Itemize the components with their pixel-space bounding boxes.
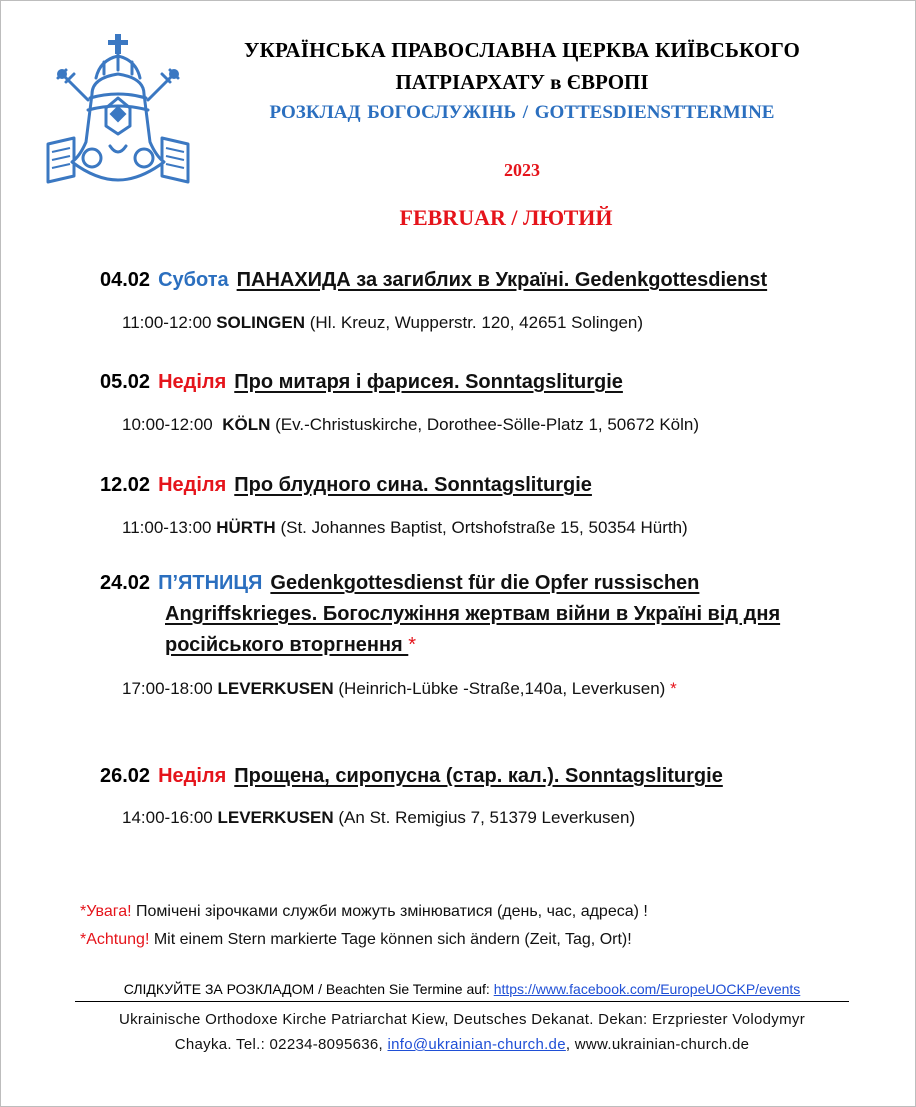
event-city: SOLINGEN xyxy=(216,313,306,332)
event-date: 26.02 xyxy=(100,765,151,787)
event-title-row xyxy=(100,265,767,296)
warning-note-ua xyxy=(80,903,648,921)
facebook-events-link[interactable]: https://www.facebook.com/EuropeUOCKP/events xyxy=(493,981,801,997)
follow-schedule-line xyxy=(75,981,849,1002)
event-time: 10:00-12:00 xyxy=(122,415,213,434)
page-title-line1: УКРАЇНСЬКА ПРАВОСЛАВНА ЦЕРКВА КИЇВСЬКОГО xyxy=(243,38,801,62)
event-city: KÖLN xyxy=(222,415,271,434)
warning-prefix: *Achtung! xyxy=(80,931,150,948)
event-city: LEVERKUSEN xyxy=(217,679,334,698)
event-title-row xyxy=(100,367,623,398)
event-weekday: Неділя xyxy=(158,371,227,393)
footer-contact xyxy=(75,1007,849,1057)
event-weekday: П’ЯТНИЦЯ xyxy=(158,572,263,594)
event-time: 17:00-18:00 xyxy=(122,679,213,698)
event-weekday: Неділя xyxy=(158,474,227,496)
event-date: 24.02 xyxy=(100,572,151,594)
page-title-line2: ПАТРІАРХАТУ в ЄВРОПІ xyxy=(395,70,649,94)
warning-prefix: *Увага! xyxy=(80,903,132,920)
event-title-line1: Gedenkgottesdienst für die Opfer russischen xyxy=(270,572,700,594)
event-date: 05.02 xyxy=(100,371,151,393)
follow-text: СЛІДКУЙТЕ ЗА РОЗКЛАДОМ / Beachten Sie Termine auf: xyxy=(123,981,494,997)
event-details xyxy=(122,679,677,699)
event-weekday: Субота xyxy=(158,269,229,291)
schedule-year: 2023 xyxy=(504,160,540,180)
change-asterisk: * xyxy=(408,634,417,656)
event-title: Про митаря і фарисея. Sonntagsliturgie xyxy=(234,371,623,393)
event-address: (Heinrich-Lübke -Straße,140a, Leverkusen) xyxy=(333,679,666,698)
change-asterisk: * xyxy=(670,679,677,698)
schedule-month: FEBRUAR / ЛЮТИЙ xyxy=(399,205,613,230)
event-details xyxy=(122,415,699,435)
event-time: 11:00-13:00 xyxy=(122,518,212,537)
event-city: HÜRTH xyxy=(216,518,276,537)
event-title: Про блудного сина. Sonntagsliturgie xyxy=(234,474,592,496)
event-time: 11:00-12:00 xyxy=(122,313,212,332)
event-title-line3: російського вторгнення xyxy=(165,634,409,656)
warning-text: Mit einem Stern markierte Tage können sich ändern (Zeit, Tag, Ort)! xyxy=(149,931,632,948)
contact-prefix: Chayka. Tel.: 02234-8095636, xyxy=(174,1036,388,1053)
event-date: 04.02 xyxy=(100,269,151,291)
event-title: ПАНАХИДА за загиблих в Україні. Gedenkgottesdienst xyxy=(236,269,768,291)
event-address: (Ev.-Christuskirche, Dorothee-Sölle-Platz 1, 50672 Köln) xyxy=(275,415,700,434)
schedule-subtitle: РОЗКЛАД БОГОСЛУЖІНЬ / GOTTESDIENSTTERMINE xyxy=(269,102,775,123)
event-address: (An St. Remigius 7, 51379 Leverkusen) xyxy=(333,808,636,827)
website-separator: , xyxy=(565,1036,575,1053)
warning-text: Помічені зірочками служби можуть змінюватися (день, час, адреса) ! xyxy=(131,903,648,920)
church-emblem-logo xyxy=(44,34,192,184)
website-text: www.ukrainian-church.de xyxy=(574,1036,750,1053)
event-title-row xyxy=(100,470,592,501)
event-title-row xyxy=(100,568,840,661)
event-title-row xyxy=(100,761,723,792)
event-title: Прощена, сиропусна (стар. кал.). Sonntagsliturgie xyxy=(234,765,723,787)
event-details xyxy=(122,808,635,828)
event-weekday: Неділя xyxy=(158,765,227,787)
event-address: (Hl. Kreuz, Wupperstr. 120, 42651 Solingen) xyxy=(309,313,644,332)
event-address: (St. Johannes Baptist, Ortshofstraße 15, 50354 Hürth) xyxy=(280,518,688,537)
event-date: 12.02 xyxy=(100,474,151,496)
event-time: 14:00-16:00 xyxy=(122,808,213,827)
event-city: LEVERKUSEN xyxy=(217,808,334,827)
event-details xyxy=(122,313,643,333)
email-link[interactable]: info@ukrainian-church.de xyxy=(387,1036,566,1053)
org-line: Ukrainische Orthodoxe Kirche Patriarchat Kiew, Deutsches Dekanat. Dekan: Erzpriester Volodymyr xyxy=(119,1011,805,1028)
event-title-line2: Angriffskrieges. Богослужіння жертвам війни в Україні від дня xyxy=(165,603,781,625)
event-details xyxy=(122,518,688,538)
warning-note-de xyxy=(80,931,632,949)
